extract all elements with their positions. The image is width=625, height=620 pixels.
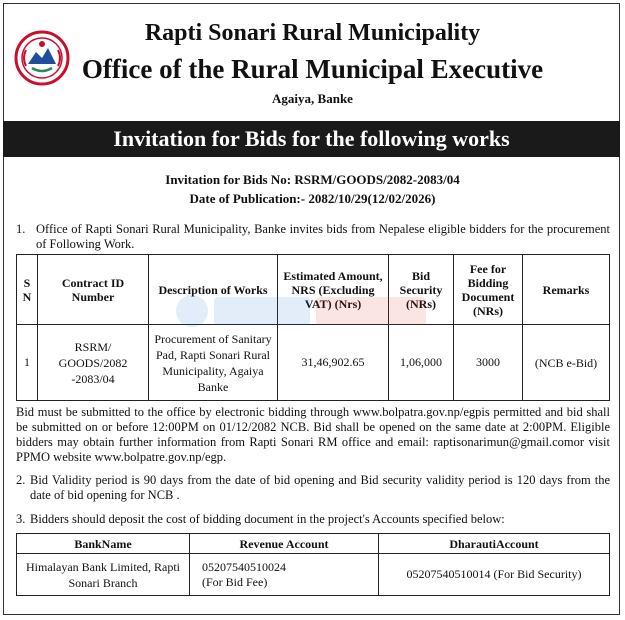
notice-header bbox=[0, 0, 625, 115]
header-dharauti-account: DharautiAccount bbox=[379, 534, 610, 554]
cell-remarks: (NCB e-Bid) bbox=[523, 325, 610, 401]
item-1 bbox=[16, 222, 610, 252]
header-sn: S N bbox=[17, 255, 38, 325]
bid-number: Invitation for Bids No: RSRM/GOODS/2082-2083/04 bbox=[165, 172, 460, 187]
header-remarks: Remarks bbox=[523, 255, 610, 325]
table-row bbox=[17, 554, 610, 596]
accounts-header-row bbox=[17, 534, 610, 554]
revenue-account-number: 05207540510024 bbox=[202, 559, 286, 574]
item-1-number: 1. bbox=[16, 222, 26, 236]
works-table-header-row bbox=[17, 255, 610, 325]
cell-contract-id: RSRM/ GOODS/2082 -2083/04 bbox=[38, 325, 149, 401]
table-row bbox=[17, 325, 610, 401]
item-3-number: 3. bbox=[16, 512, 26, 526]
publication-date: Date of Publication:- 2082/10/29(12/02/2026) bbox=[189, 191, 436, 206]
item-1-text: Office of Rapti Sonari Rural Municipality, Banke invites bids from Nepalese eligible bidders for the procurement of Following Work. bbox=[36, 222, 610, 251]
revenue-account-note: (For Bid Fee) bbox=[202, 574, 268, 589]
item-2 bbox=[16, 473, 610, 503]
header-description: Description of Works bbox=[149, 255, 278, 325]
item-3 bbox=[16, 512, 610, 527]
submission-paragraph: Bid must be submitted to the office by electronic bidding through www.bolpatra.gov.np/egpis permitted and bid shall be submitted on or before 12:00PM on 01/12/2082 NCB. Bid shall be opened on the same date at 2:00PM. Eligible bidders may obtain further information from Rapti Sonari RM office and email: raptisonarimun@gmail.comor visit PPMO website www.bolpatre.gov.np/egp. bbox=[16, 405, 610, 464]
cell-fee: 3000 bbox=[454, 325, 523, 401]
works-table bbox=[16, 254, 610, 401]
cell-estimated-amount: 31,46,902.65 bbox=[278, 325, 389, 401]
office-address: Agaiya, Banke bbox=[272, 91, 353, 106]
header-estimated-amount: Estimated Amount, NRS (Excluding VAT) (Nrs) bbox=[278, 255, 389, 325]
cell-dharauti-account: 05207540510014 (For Bid Security) bbox=[379, 554, 610, 596]
header-bank-name: BankName bbox=[17, 534, 190, 554]
header-contract-id: Contract ID Number bbox=[38, 255, 149, 325]
accounts-table bbox=[16, 533, 610, 596]
notice-title-banner: Invitation for Bids for the following works bbox=[3, 121, 620, 157]
header-revenue-account: Revenue Account bbox=[190, 534, 379, 554]
cell-description: Procurement of Sanitary Pad, Rapti Sonari Rural Municipality, Agaiya Banke bbox=[149, 325, 278, 401]
item-3-text: Bidders should deposit the cost of bidding document in the project's Accounts specified below: bbox=[30, 512, 505, 526]
item-2-number: 2. bbox=[16, 473, 26, 487]
municipality-name: Rapti Sonari Rural Municipality bbox=[144, 20, 481, 46]
header-fee: Fee for Bidding Document (NRs) bbox=[454, 255, 523, 325]
header-bid-security: Bid Security (NRs) bbox=[389, 255, 454, 325]
cell-revenue-account bbox=[190, 554, 379, 596]
cell-bank-name: Himalayan Bank Limited, Rapti Sonari Branch bbox=[17, 554, 190, 596]
cell-sn: 1 bbox=[17, 325, 38, 401]
item-2-text: Bid Validity period is 90 days from the date of bid opening and Bid security validity period is 120 days from the date of bid opening for NCB . bbox=[30, 473, 610, 502]
office-name: Office of the Rural Municipal Executive bbox=[81, 54, 544, 84]
cell-bid-security: 1,06,000 bbox=[389, 325, 454, 401]
